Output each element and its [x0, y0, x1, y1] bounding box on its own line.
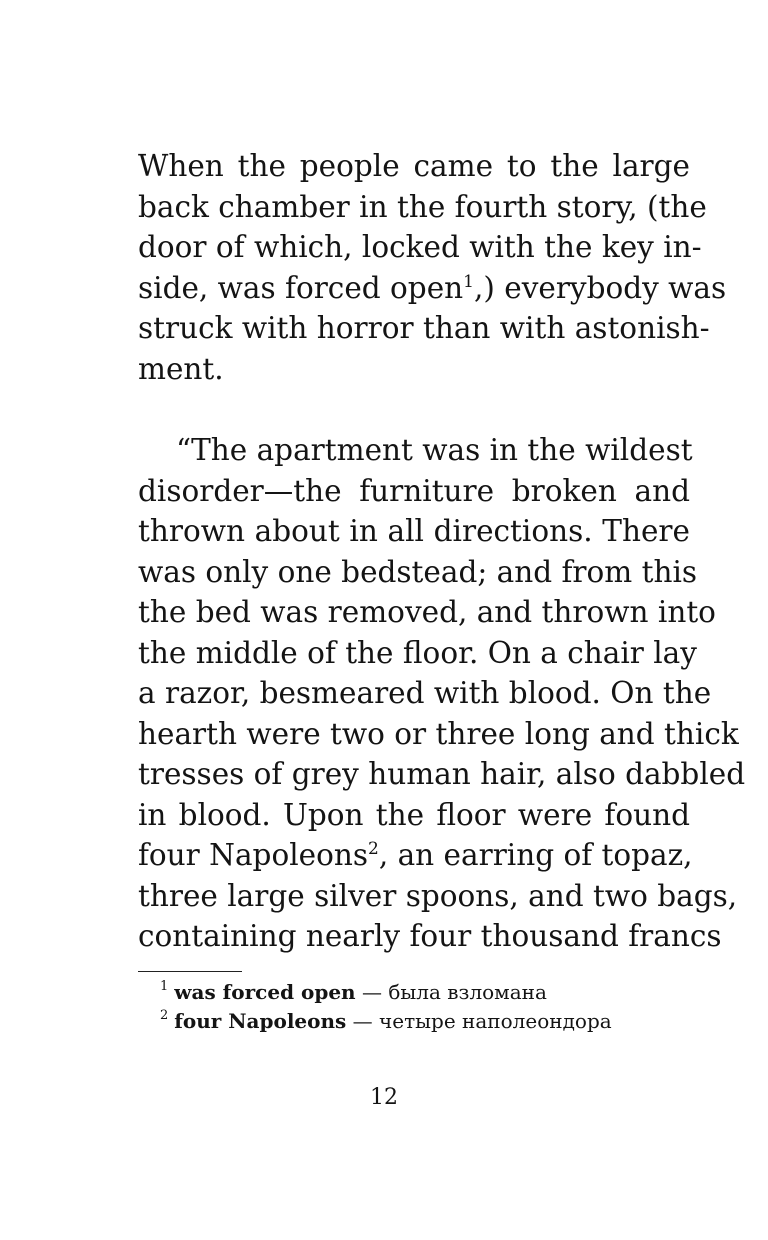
- footnotes: [160, 978, 612, 1036]
- paragraph-2: [138, 430, 746, 957]
- text-line: was only one bedstead; and from this: [138, 554, 698, 589]
- text-line: thrown about in all directions. There: [138, 514, 690, 548]
- text-line: back chamber in the fourth story, (the: [138, 189, 707, 224]
- text-line-with-footnote: [138, 835, 693, 876]
- text-line-with-footnote: [138, 268, 727, 309]
- text-line: in blood. Upon the floor were found: [138, 797, 690, 832]
- text-line: ment.: [138, 351, 224, 386]
- footnote-number: 1: [160, 979, 169, 994]
- footnote-ref-2: 2: [368, 839, 379, 860]
- text-segment: , an earring of topaz,: [378, 838, 693, 872]
- text-line: a razor, besmeared with blood. On the: [138, 676, 712, 710]
- paragraph-1: [138, 146, 727, 389]
- footnote-divider: [138, 971, 242, 972]
- page-number: 12: [370, 1085, 398, 1110]
- text-segment: side, was forced open: [138, 270, 464, 305]
- footnote-number: 2: [160, 1008, 169, 1023]
- text-line: tresses of grey human hair, also dabbled: [138, 757, 746, 791]
- text-line: hearth were two or three long and thick: [138, 716, 739, 751]
- text-line: When the people came to the large: [138, 149, 690, 183]
- text-line: containing nearly four thousand francs: [138, 919, 722, 953]
- text-segment: ,) everybody was: [473, 270, 727, 305]
- footnote-ref-1: 1: [463, 271, 474, 292]
- text-line: “The apartment was in the wildest: [176, 433, 693, 467]
- text-line: disorder—the furniture broken and: [138, 473, 690, 508]
- text-line: struck with horror than with astonish-: [138, 311, 710, 345]
- footnote-term: was forced open: [174, 980, 356, 1004]
- footnote-translation: — была взломана: [355, 980, 547, 1004]
- text-line: the bed was removed, and thrown into: [138, 595, 716, 629]
- footnote-term: four Napoleons: [174, 1009, 347, 1033]
- footnote-2: [160, 1007, 612, 1036]
- footnote-1: [160, 978, 612, 1007]
- text-line: the middle of the floor. On a chair lay: [138, 635, 697, 670]
- footnote-translation: — четыре наполеондора: [346, 1009, 612, 1033]
- text-line: door of which, locked with the key in-: [138, 230, 702, 264]
- text-line: three large silver spoons, and two bags,: [138, 878, 738, 913]
- text-segment: four Napoleons: [138, 838, 368, 872]
